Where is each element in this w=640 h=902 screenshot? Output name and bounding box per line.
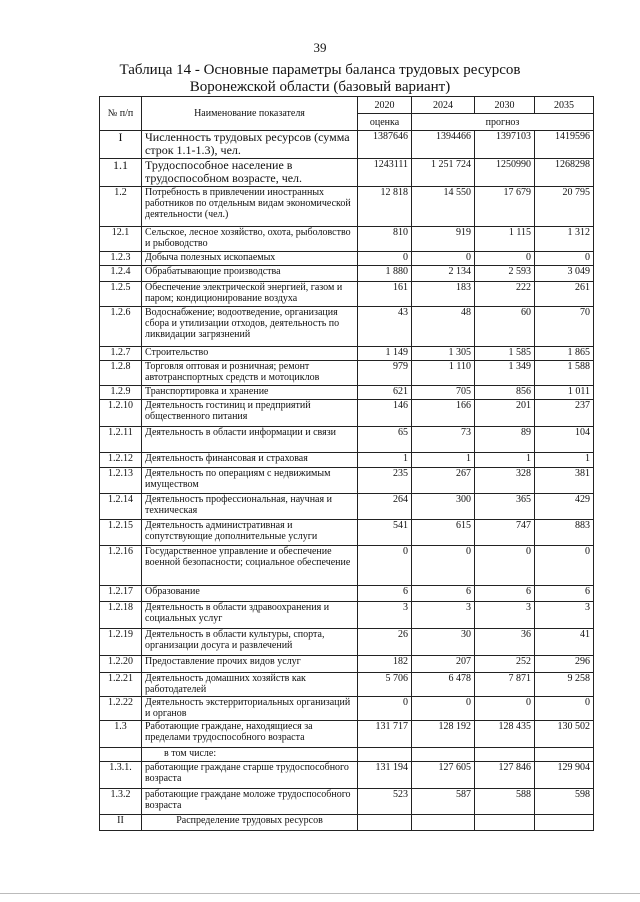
row-value-2030: 7 871 <box>475 673 535 697</box>
table-row <box>100 656 594 673</box>
row-value-2030: 856 <box>475 386 535 400</box>
row-value-2035: 1268298 <box>535 159 594 187</box>
row-value-2020: 1243111 <box>358 159 412 187</box>
row-value-2024: 3 <box>412 602 475 629</box>
row-number: 1.2.9 <box>100 386 142 400</box>
row-indicator-name: Работающие граждане, находящиеся за пределами трудоспособного возраста <box>142 721 358 748</box>
header-estimate: оценка <box>358 114 412 131</box>
row-value-2024: 1 <box>412 453 475 468</box>
row-value-2024: 166 <box>412 400 475 427</box>
table-title-line-1: Таблица 14 - Основные параметры баланса трудовых ресурсов <box>119 62 521 78</box>
row-value-2020: 1 880 <box>358 266 412 282</box>
row-value-2020 <box>358 748 412 762</box>
row-value-2020: 3 <box>358 602 412 629</box>
row-value-2030: 1250990 <box>475 159 535 187</box>
row-indicator-name: Деятельность домашних хозяйств как работодателей <box>142 673 358 697</box>
row-value-2024: 6 <box>412 586 475 602</box>
row-number: II <box>100 815 142 831</box>
row-number: 1.2.10 <box>100 400 142 427</box>
row-value-2030: 2 593 <box>475 266 535 282</box>
header-year-2024: 2024 <box>412 97 475 114</box>
row-value-2035: 1 588 <box>535 361 594 386</box>
row-value-2035: 1 <box>535 453 594 468</box>
table-row <box>100 602 594 629</box>
row-value-2024: 1 251 724 <box>412 159 475 187</box>
row-value-2030: 1 115 <box>475 227 535 252</box>
row-number: I <box>100 131 142 159</box>
row-number: 12.1 <box>100 227 142 252</box>
row-value-2030: 1397103 <box>475 131 535 159</box>
row-value-2020: 1 <box>358 453 412 468</box>
row-value-2035: 1 011 <box>535 386 594 400</box>
table-row <box>100 762 594 789</box>
row-value-2030: 328 <box>475 468 535 494</box>
row-value-2030: 0 <box>475 546 535 586</box>
row-number: 1.2.19 <box>100 629 142 656</box>
table-row <box>100 520 594 546</box>
row-value-2020: 523 <box>358 789 412 815</box>
row-indicator-name: Деятельность финансовая и страховая <box>142 453 358 468</box>
table-row <box>100 453 594 468</box>
row-value-2030: 1 349 <box>475 361 535 386</box>
row-value-2030: 222 <box>475 282 535 307</box>
row-value-2035: 130 502 <box>535 721 594 748</box>
row-number: 1.2 <box>100 187 142 227</box>
row-value-2035: 237 <box>535 400 594 427</box>
page-number: 39 <box>313 40 327 55</box>
row-value-2024: 6 478 <box>412 673 475 697</box>
row-value-2020: 146 <box>358 400 412 427</box>
row-number: 1.2.7 <box>100 347 142 361</box>
table-row <box>100 159 594 187</box>
row-value-2030: 17 679 <box>475 187 535 227</box>
row-value-2024: 127 605 <box>412 762 475 789</box>
row-value-2030: 89 <box>475 427 535 453</box>
row-value-2035: 70 <box>535 307 594 347</box>
row-value-2020: 12 818 <box>358 187 412 227</box>
table-row <box>100 697 594 721</box>
table-row <box>100 131 594 159</box>
row-number: 1.2.12 <box>100 453 142 468</box>
row-number: 1.2.5 <box>100 282 142 307</box>
row-value-2030: 1 <box>475 453 535 468</box>
table-row <box>100 468 594 494</box>
row-value-2035: 598 <box>535 789 594 815</box>
row-value-2030: 6 <box>475 586 535 602</box>
table-row <box>100 748 594 762</box>
row-value-2035: 296 <box>535 656 594 673</box>
row-number: 1.1 <box>100 159 142 187</box>
row-number: 1.2.21 <box>100 673 142 697</box>
row-number: 1.2.22 <box>100 697 142 721</box>
header-year-2030: 2030 <box>475 97 535 114</box>
table-row <box>100 282 594 307</box>
row-value-2024: 0 <box>412 697 475 721</box>
row-number: 1.2.13 <box>100 468 142 494</box>
row-number: 1.3 <box>100 721 142 748</box>
row-indicator-name: Добыча полезных ископаемых <box>142 252 358 266</box>
table-row <box>100 673 594 697</box>
row-number: 1.2.15 <box>100 520 142 546</box>
row-value-2035: 0 <box>535 546 594 586</box>
row-value-2020: 5 706 <box>358 673 412 697</box>
row-indicator-name: Деятельность административная и сопутствующие дополнительные услуги <box>142 520 358 546</box>
row-value-2024: 183 <box>412 282 475 307</box>
row-value-2035: 20 795 <box>535 187 594 227</box>
row-indicator-name: Сельское, лесное хозяйство, охота, рыболовство и рыбоводство <box>142 227 358 252</box>
row-value-2020: 26 <box>358 629 412 656</box>
row-value-2030: 0 <box>475 252 535 266</box>
row-value-2020: 0 <box>358 546 412 586</box>
table-row <box>100 629 594 656</box>
row-number: 1.2.11 <box>100 427 142 453</box>
row-indicator-name: Деятельность в области информации и связи <box>142 427 358 453</box>
row-value-2020: 235 <box>358 468 412 494</box>
row-value-2030: 252 <box>475 656 535 673</box>
row-indicator-name: Деятельность в области культуры, спорта, организации досуга и развлечений <box>142 629 358 656</box>
row-value-2020: 182 <box>358 656 412 673</box>
row-number: 1.2.16 <box>100 546 142 586</box>
row-value-2030: 365 <box>475 494 535 520</box>
row-value-2035: 9 258 <box>535 673 594 697</box>
table-row <box>100 266 594 282</box>
row-value-2020: 979 <box>358 361 412 386</box>
row-value-2024: 267 <box>412 468 475 494</box>
row-value-2035: 3 049 <box>535 266 594 282</box>
row-indicator-name: Образование <box>142 586 358 602</box>
row-value-2024: 207 <box>412 656 475 673</box>
row-indicator-name: Государственное управление и обеспечение военной безопасности; социальное обеспечение <box>142 546 358 586</box>
table-row <box>100 307 594 347</box>
row-value-2024 <box>412 748 475 762</box>
row-number: 1.2.20 <box>100 656 142 673</box>
table-row <box>100 789 594 815</box>
row-value-2020: 621 <box>358 386 412 400</box>
row-indicator-name: Деятельность по операциям с недвижимым имуществом <box>142 468 358 494</box>
header-forecast: прогноз <box>412 114 594 131</box>
row-indicator-name: Деятельность экстерриториальных организаций и органов <box>142 697 358 721</box>
row-value-2035: 1419596 <box>535 131 594 159</box>
row-value-2035: 429 <box>535 494 594 520</box>
row-number: 1.2.3 <box>100 252 142 266</box>
row-value-2035: 883 <box>535 520 594 546</box>
row-value-2020 <box>358 815 412 831</box>
row-value-2030: 36 <box>475 629 535 656</box>
row-value-2030: 127 846 <box>475 762 535 789</box>
row-indicator-name: Строительство <box>142 347 358 361</box>
row-value-2030: 60 <box>475 307 535 347</box>
header-year-2020: 2020 <box>358 97 412 114</box>
table-row <box>100 546 594 586</box>
row-value-2020: 0 <box>358 252 412 266</box>
row-number: 1.2.8 <box>100 361 142 386</box>
header-year-2035: 2035 <box>535 97 594 114</box>
row-value-2024: 1394466 <box>412 131 475 159</box>
row-value-2020: 131 717 <box>358 721 412 748</box>
row-value-2035: 104 <box>535 427 594 453</box>
row-indicator-name: Численность трудовых ресурсов (сумма строк 1.1-1.3), чел. <box>142 131 358 159</box>
row-value-2035: 41 <box>535 629 594 656</box>
header-name: Наименование показателя <box>142 97 358 131</box>
row-value-2020: 43 <box>358 307 412 347</box>
row-value-2024: 615 <box>412 520 475 546</box>
row-indicator-name: в том числе: <box>142 748 358 762</box>
row-value-2020: 541 <box>358 520 412 546</box>
row-indicator-name: работающие граждане моложе трудоспособного возраста <box>142 789 358 815</box>
row-value-2024: 1 110 <box>412 361 475 386</box>
row-value-2024: 0 <box>412 546 475 586</box>
row-value-2024: 73 <box>412 427 475 453</box>
table-row <box>100 400 594 427</box>
row-value-2035: 261 <box>535 282 594 307</box>
row-indicator-name: Транспортировка и хранение <box>142 386 358 400</box>
table-title-line-2: Воронежской области (базовый вариант) <box>189 79 451 95</box>
row-value-2024: 705 <box>412 386 475 400</box>
row-value-2024: 1 305 <box>412 347 475 361</box>
row-indicator-name: Деятельность гостиниц и предприятий общественного питания <box>142 400 358 427</box>
row-number: 1.2.17 <box>100 586 142 602</box>
row-value-2035: 3 <box>535 602 594 629</box>
row-value-2030: 0 <box>475 697 535 721</box>
row-value-2030: 128 435 <box>475 721 535 748</box>
row-value-2024: 14 550 <box>412 187 475 227</box>
row-value-2020: 65 <box>358 427 412 453</box>
row-value-2030 <box>475 815 535 831</box>
row-indicator-name: Торговля оптовая и розничная; ремонт автотранспортных средств и мотоциклов <box>142 361 358 386</box>
row-number: 1.3.1. <box>100 762 142 789</box>
row-number: 1.2.6 <box>100 307 142 347</box>
row-value-2030: 201 <box>475 400 535 427</box>
row-number <box>100 748 142 762</box>
row-indicator-name: Распределение трудовых ресурсов <box>142 815 358 831</box>
row-value-2035: 1 865 <box>535 347 594 361</box>
row-indicator-name: работающие граждане старше трудоспособного возраста <box>142 762 358 789</box>
table-row <box>100 815 594 831</box>
table-title <box>0 62 640 96</box>
row-value-2024: 48 <box>412 307 475 347</box>
row-number: 1.2.18 <box>100 602 142 629</box>
table-row <box>100 252 594 266</box>
labor-balance-table <box>99 96 594 831</box>
row-value-2030: 747 <box>475 520 535 546</box>
row-value-2020: 1 149 <box>358 347 412 361</box>
row-value-2020: 0 <box>358 697 412 721</box>
row-value-2024: 128 192 <box>412 721 475 748</box>
row-value-2035: 0 <box>535 697 594 721</box>
row-indicator-name: Предоставление прочих видов услуг <box>142 656 358 673</box>
row-value-2030: 3 <box>475 602 535 629</box>
table-row <box>100 187 594 227</box>
row-indicator-name: Деятельность профессиональная, научная и техническая <box>142 494 358 520</box>
row-value-2020: 810 <box>358 227 412 252</box>
row-value-2024: 587 <box>412 789 475 815</box>
row-value-2035 <box>535 748 594 762</box>
table-row <box>100 386 594 400</box>
row-value-2030 <box>475 748 535 762</box>
row-value-2020: 131 194 <box>358 762 412 789</box>
row-value-2020: 6 <box>358 586 412 602</box>
row-indicator-name: Деятельность в области здравоохранения и социальных услуг <box>142 602 358 629</box>
row-number: 1.2.14 <box>100 494 142 520</box>
row-value-2020: 264 <box>358 494 412 520</box>
page-bottom-rule <box>0 893 640 894</box>
table-row <box>100 361 594 386</box>
row-value-2024 <box>412 815 475 831</box>
row-value-2020: 161 <box>358 282 412 307</box>
row-value-2020: 1387646 <box>358 131 412 159</box>
row-value-2035: 0 <box>535 252 594 266</box>
row-indicator-name: Потребность в привлечении иностранных работников по отдельным видам экономической деятельности (чел.) <box>142 187 358 227</box>
row-value-2024: 30 <box>412 629 475 656</box>
table-row <box>100 347 594 361</box>
table-row <box>100 227 594 252</box>
row-value-2035 <box>535 815 594 831</box>
header-no: № п/п <box>100 97 142 131</box>
row-value-2030: 1 585 <box>475 347 535 361</box>
row-number: 1.2.4 <box>100 266 142 282</box>
row-value-2024: 2 134 <box>412 266 475 282</box>
row-indicator-name: Обеспечение электрической энергией, газом и паром; кондиционирование воздуха <box>142 282 358 307</box>
row-indicator-name: Водоснабжение; водоотведение, организация сбора и утилизации отходов, деятельность по ликвидации загрязнений <box>142 307 358 347</box>
row-value-2035: 1 312 <box>535 227 594 252</box>
row-value-2024: 0 <box>412 252 475 266</box>
row-value-2030: 588 <box>475 789 535 815</box>
row-indicator-name: Трудоспособное население в трудоспособном возрасте, чел. <box>142 159 358 187</box>
header-row-years <box>100 97 594 114</box>
table-row <box>100 494 594 520</box>
row-value-2024: 300 <box>412 494 475 520</box>
table-row <box>100 427 594 453</box>
row-value-2035: 129 904 <box>535 762 594 789</box>
row-value-2024: 919 <box>412 227 475 252</box>
row-value-2035: 6 <box>535 586 594 602</box>
table-row <box>100 586 594 602</box>
row-indicator-name: Обрабатывающие производства <box>142 266 358 282</box>
row-value-2035: 381 <box>535 468 594 494</box>
table-row <box>100 721 594 748</box>
row-number: 1.3.2 <box>100 789 142 815</box>
